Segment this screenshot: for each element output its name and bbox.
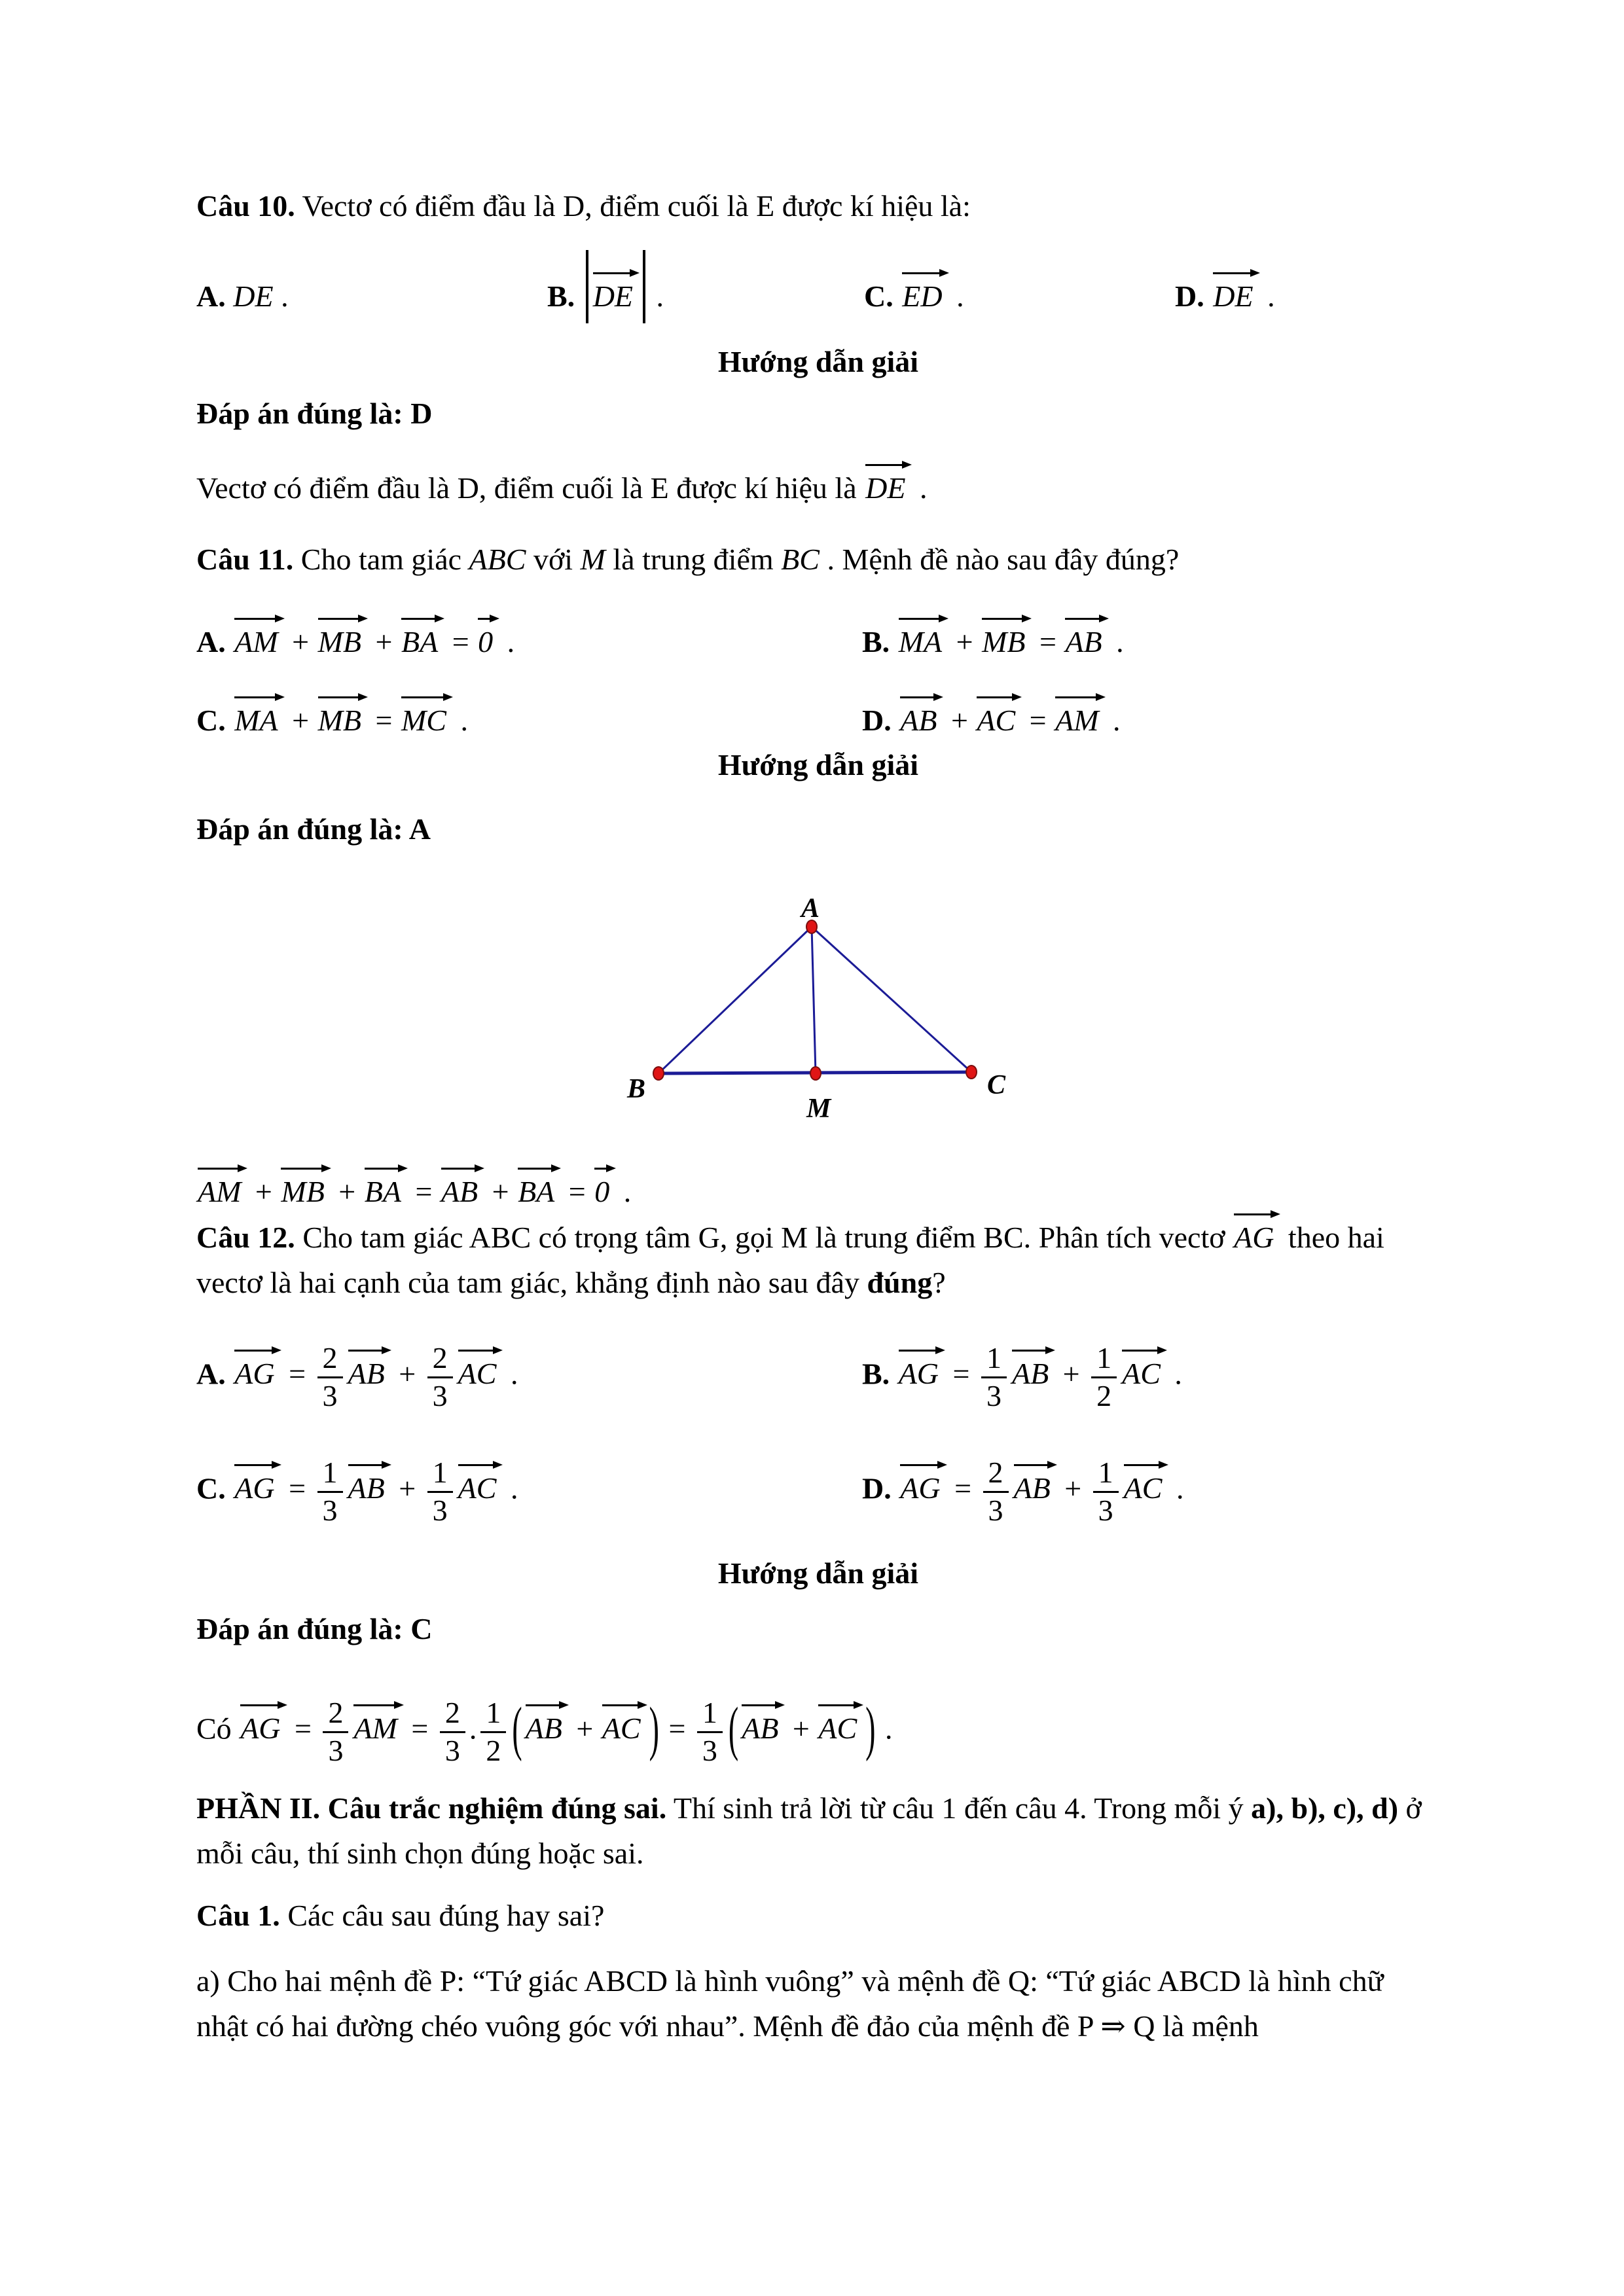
numerator: 1 [702,1696,717,1729]
vector-mb: MB [280,1162,331,1210]
bold-text: A. [196,279,234,313]
vector-ed: ED [901,266,948,314]
math-var: DE [233,279,274,313]
q12-solution-equation [196,1696,1440,1767]
part2-q1-item-a [196,1958,1440,2049]
math-text: a) Cho hai mệnh đề P: “Tứ giác ABCD là hình vuông” và mệnh đề Q: “Tứ giác ABCD là hình chữ nhật có hai đường chéo vuông góc với nhau”. Mệnh đề đảo của mệnh đề P ⇒ Q là mệnh [196,1964,1384,2043]
vector-0: 0 [593,1162,616,1210]
vector-ba: BA [516,1162,561,1210]
vertex-label-b: B [627,1074,646,1104]
math-text: là trung điểm [605,543,782,576]
math-text: + [247,1175,280,1208]
numerator: 2 [432,1341,448,1374]
vector-ab: AB [899,691,943,738]
math-var: ABC [469,543,526,576]
vector-ac: AC [817,1698,863,1746]
vector-ab: AB [740,1698,785,1746]
vector-de: DE [1212,266,1259,314]
vector-ac: AC [1121,1344,1167,1391]
vector-0: 0 [477,612,499,660]
vector-ag: AG [1233,1208,1280,1255]
vector-ba: BA [400,612,444,660]
math-text: = [407,1175,440,1208]
denominator: 3 [983,1491,1009,1528]
q11-option-d [862,691,1121,738]
math-text: = [287,1712,319,1746]
median-am [812,927,816,1073]
vector-ma: MA [897,612,948,660]
q12-options-row-1 [196,1342,1447,1412]
fraction [1091,1342,1117,1412]
q11-option-a [196,612,862,660]
part2-q1-question [196,1893,1440,1938]
bold-text: Câu 12. [196,1221,295,1254]
q12-answer: Đáp án đúng là: C [196,1612,433,1645]
math-text: . [616,1175,632,1208]
vector-de: DE [592,266,640,314]
vector-ag: AG [233,1344,281,1391]
vector-ab: AB [440,1162,484,1210]
bold-text: D. [1175,279,1212,313]
q10-answer: Đáp án đúng là: D [196,397,433,430]
vector-ag: AG [897,1344,945,1391]
vertex-label-c: C [987,1070,1006,1100]
section-heading-2: Hướng dẫn giải [717,748,919,781]
vector-ab: AB [524,1698,569,1746]
fraction [983,1456,1009,1527]
fraction [317,1456,343,1527]
numerator: 1 [1096,1341,1112,1374]
math-text: + [391,1357,424,1391]
point-m [810,1067,821,1080]
math-text: . [877,1712,893,1746]
math-text: + [785,1712,818,1746]
math-text: = [403,1712,436,1746]
section-heading-1: Hướng dẫn giải [717,345,919,378]
math-text: . [452,704,468,737]
math-text: . [273,279,289,313]
numerator: 1 [322,1456,338,1489]
numerator: 1 [986,1341,1001,1374]
math-text: + [368,625,400,658]
vector-ac: AC [1123,1458,1169,1506]
math-text: ? [932,1266,946,1299]
vector-mb: MB [317,691,368,738]
q10-option-d [1175,266,1275,314]
math-text: ở mỗi câu, thí sinh chọn đúng hoặc sai. [196,1791,1422,1870]
math-text: = [947,1471,979,1505]
open-paren: ( [728,1695,739,1762]
vector-ac: AC [457,1344,503,1391]
denominator: 3 [427,1376,453,1413]
denominator: 3 [317,1491,343,1528]
bold-text: D. [862,704,899,737]
q11-option-b [862,612,1124,660]
math-text: = [1032,625,1064,658]
fraction [427,1342,453,1412]
abs-bar [586,250,588,323]
math-text: . [649,279,664,313]
q11-answer: Đáp án đúng là: A [196,812,431,846]
q10-options-row [196,250,1447,323]
math-text: + [568,1712,601,1746]
bold-text: B. [862,625,897,658]
denominator: 3 [697,1731,723,1768]
vector-ag: AG [239,1698,287,1746]
math-text: . [1108,625,1124,658]
bold-text: Câu 10. [196,189,295,223]
bold-text: đúng [867,1266,933,1299]
math-text: . [503,1471,518,1505]
math-text: . [503,1357,518,1391]
bold-text: A. [196,625,234,658]
vector-ag: AG [233,1458,281,1506]
numerator: 2 [328,1696,344,1729]
bold-text: Câu 1. [196,1899,280,1932]
vector-ac: AC [975,691,1022,738]
vector-am: AM [233,612,284,660]
q12-option-d [862,1456,1183,1527]
bold-text: PHẦN II. Câu trắc nghiệm đúng sai. [196,1791,667,1825]
bold-text: A. [196,1357,234,1391]
math-text: + [284,625,317,658]
vector-de: DE [864,458,912,506]
fraction [1093,1456,1119,1527]
math-text: + [391,1471,424,1505]
numerator: 2 [444,1696,460,1729]
triangle-figure [615,887,1021,1149]
math-text: . [1259,279,1275,313]
math-text: + [284,704,317,737]
math-text: với [526,543,581,576]
vector-mb: MB [317,612,368,660]
point-c [966,1066,977,1079]
math-text: Thí sinh trả lời từ câu 1 đến câu 4. Trong mỗi ý [666,1791,1252,1825]
bold-text: C. [196,704,234,737]
bold-text: B. [862,1357,897,1391]
fraction [317,1342,343,1412]
math-text: + [943,704,976,737]
math-text: = [281,1357,314,1391]
math-text: + [484,1175,517,1208]
math-text: = [1022,704,1055,737]
vector-am: AM [1054,691,1105,738]
denominator: 3 [981,1376,1007,1413]
math-text: . [948,279,964,313]
q11-option-c [196,691,862,738]
math-text: = [660,1712,693,1746]
q12-option-b [862,1342,1182,1412]
section-heading-3: Hướng dẫn giải [717,1556,919,1590]
math-text: . [1168,1471,1184,1505]
vertex-label-a: A [801,893,820,924]
fraction [697,1696,723,1767]
bold-text: a), b), c), d) [1251,1791,1399,1825]
close-paren: ) [649,1695,659,1762]
math-text: . [499,625,515,658]
q11-question [196,537,1440,582]
bold-text: C. [864,279,901,313]
math-var: M [580,543,605,576]
q11-solution-equation [196,1162,1440,1214]
vector-ab: AB [347,1458,391,1506]
vector-ag: AG [899,1458,947,1506]
close-paren: ) [865,1695,876,1762]
math-text: + [948,625,981,658]
vector-am: AM [352,1698,403,1746]
math-text: = [945,1357,977,1391]
q12-option-c [196,1456,862,1527]
math-text: Vectơ có điểm đầu là D, điểm cuối là E được kí hiệu là: [295,189,971,223]
math-text: = [281,1471,314,1505]
q11-options-row-2 [196,691,1447,738]
fraction [440,1696,465,1767]
denominator: 3 [1093,1491,1119,1528]
triangle-side-ac [812,927,971,1072]
denominator: 3 [323,1731,348,1768]
math-text: + [331,1175,363,1208]
vector-ac: AC [601,1698,647,1746]
math-text: = [368,704,400,737]
math-text: . [469,1712,477,1746]
triangle-side-ab [659,927,812,1073]
denominator: 2 [1091,1376,1117,1413]
math-text: Cho tam giác ABC có trọng tâm G, gọi M là trung điểm BC. Phân tích vectơ [295,1221,1233,1254]
vector-ba: BA [363,1162,408,1210]
vector-ab: AB [1011,1344,1055,1391]
vector-ab: AB [1013,1458,1057,1506]
math-text: Vectơ có điểm đầu là D, điểm cuối là E được kí hiệu là [196,471,865,505]
numerator: 1 [1098,1456,1113,1489]
vector-mb: MB [981,612,1032,660]
vector-ab: AB [347,1344,391,1391]
math-text: . [912,471,928,505]
bold-text: D. [862,1471,899,1505]
numerator: 1 [486,1696,501,1729]
math-text: Cho tam giác [293,543,469,576]
q12-options-row-2 [196,1456,1447,1527]
vector-ac: AC [457,1458,503,1506]
math-text: Các câu sau đúng hay sai? [280,1899,605,1932]
q10-option-a [196,279,547,314]
numerator: 2 [322,1341,338,1374]
math-text: = [444,625,477,658]
bold-text: Câu 11. [196,543,294,576]
open-paren: ( [512,1695,522,1762]
q10-option-b [547,250,864,323]
fraction [981,1342,1007,1412]
math-var: BC [781,543,820,576]
vector-ma: MA [233,691,284,738]
vector-ab: AB [1064,612,1108,660]
midpoint-label-m: M [806,1094,831,1124]
vector-am: AM [196,1162,247,1210]
bold-text: B. [547,279,583,313]
q10-solution [196,458,1440,511]
denominator: 2 [480,1731,506,1768]
q10-option-c [864,266,1175,314]
denominator: 3 [427,1491,453,1528]
q11-options-row-1 [196,612,1447,660]
fraction [427,1456,453,1527]
math-text: + [1056,1471,1089,1505]
bold-text: C. [196,1471,234,1505]
fraction [323,1696,348,1767]
math-text: . [1166,1357,1182,1391]
numerator: 1 [432,1456,448,1489]
math-text: . Mệnh đề nào sau đây đúng? [819,543,1180,576]
math-text: = [561,1175,594,1208]
abs-bar [643,250,645,323]
math-text: theo hai vectơ là hai cạnh của tam giác, khẳng định nào sau đây [196,1221,1384,1299]
numerator: 2 [988,1456,1003,1489]
part2-intro [196,1785,1440,1876]
math-text: + [1055,1357,1088,1391]
math-text: Có [196,1712,240,1746]
fraction [480,1696,506,1767]
denominator: 3 [440,1731,465,1768]
q12-option-a [196,1342,862,1412]
point-b [653,1067,664,1080]
denominator: 3 [317,1376,343,1413]
q10-question [196,183,1440,228]
math-text: . [1105,704,1121,737]
q12-question [196,1208,1440,1305]
vector-mc: MC [400,691,453,738]
